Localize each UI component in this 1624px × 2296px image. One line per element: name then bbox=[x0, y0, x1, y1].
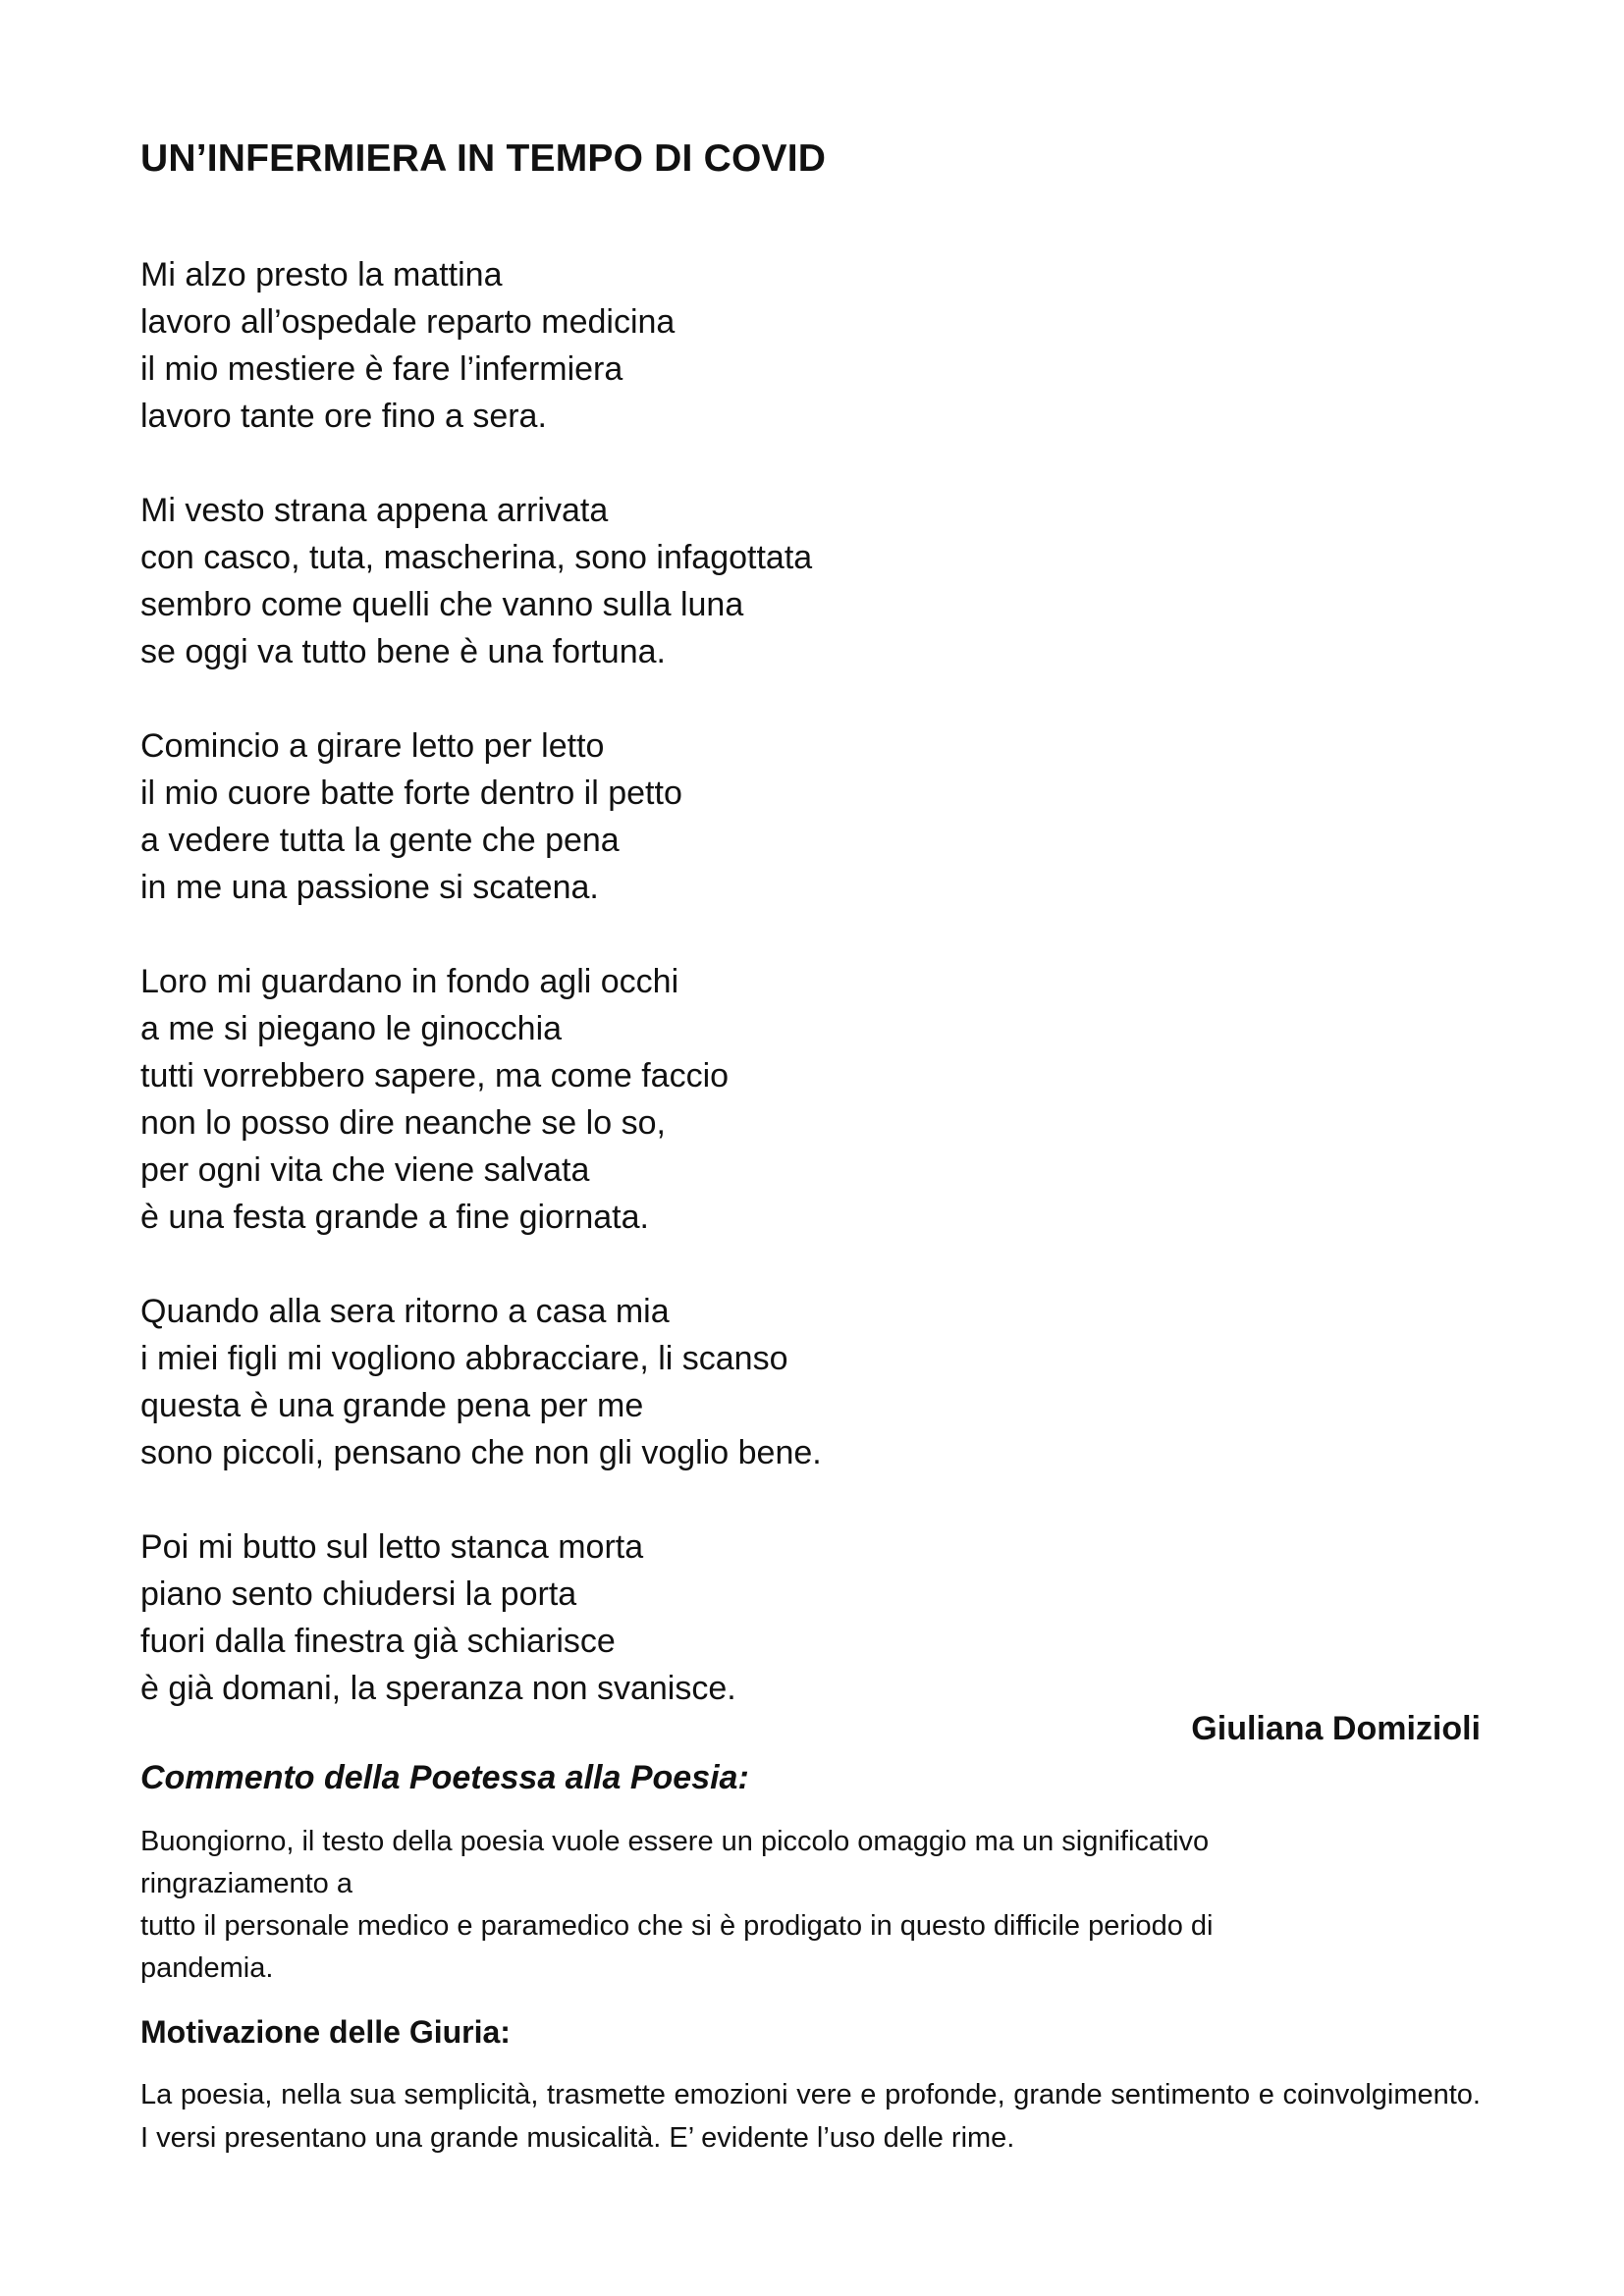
poem-line: a vedere tutta la gente che pena bbox=[140, 822, 620, 859]
poem-line: con casco, tuta, mascherina, sono infagottata bbox=[140, 539, 813, 576]
comment-text bbox=[140, 1821, 1481, 1990]
poem-line: lavoro all’ospedale reparto medicina bbox=[140, 303, 676, 341]
poem-line: Loro mi guardano in fondo agli occhi bbox=[140, 963, 679, 1000]
poem-line: piano sento chiudersi la porta bbox=[140, 1575, 577, 1613]
author-name: Giuliana Domizioli bbox=[1191, 1710, 1481, 1747]
document-page bbox=[140, 0, 1481, 2296]
poem-line: è una festa grande a fine giornata. bbox=[140, 1199, 649, 1236]
poem-line: fuori dalla finestra già schiarisce bbox=[140, 1623, 616, 1660]
poem-line: se oggi va tutto bene è una fortuna. bbox=[140, 633, 666, 670]
poem-line: Mi vesto strana appena arrivata bbox=[140, 492, 609, 529]
poem-line: per ogni vita che viene salvata bbox=[140, 1151, 590, 1189]
stanza bbox=[140, 251, 1319, 440]
comment-line: ringraziamento a bbox=[140, 1868, 352, 1899]
motivation-text: La poesia, nella sua semplicità, trasmette emozioni vere e profonde, grande sentimento e coinvolgimento. I versi presentano una grande musicalità. E’ evidente l’uso delle rime. bbox=[140, 2079, 1481, 2154]
poem-line: sono piccoli, pensano che non gli voglio bene. bbox=[140, 1434, 822, 1471]
poem-line: è già domani, la speranza non svanisce. bbox=[140, 1670, 736, 1707]
poem-line: non lo posso dire neanche se lo so, bbox=[140, 1104, 666, 1142]
poem-title: UN’INFERMIERA IN TEMPO DI COVID bbox=[140, 137, 827, 180]
stanza bbox=[140, 487, 1319, 675]
comment-line: tutto il personale medico e paramedico che si è prodigato in questo difficile periodo di bbox=[140, 1910, 1214, 1942]
poem-line: Mi alzo presto la mattina bbox=[140, 256, 503, 294]
stanza bbox=[140, 722, 1319, 911]
poem-line: in me una passione si scatena. bbox=[140, 869, 599, 906]
poem-body bbox=[140, 251, 1319, 1759]
poem-line: i miei figli mi vogliono abbracciare, li scanso bbox=[140, 1340, 788, 1377]
comment-heading: Commento della Poetessa alla Poesia: bbox=[140, 1759, 749, 1796]
stanza bbox=[140, 1523, 1319, 1712]
stanza bbox=[140, 958, 1319, 1241]
poem-line: Quando alla sera ritorno a casa mia bbox=[140, 1293, 670, 1330]
poem-line: Poi mi butto sul letto stanca morta bbox=[140, 1528, 644, 1566]
comment-line: Buongiorno, il testo della poesia vuole essere un piccolo omaggio ma un significativo bbox=[140, 1826, 1210, 1857]
poem-line: lavoro tante ore fino a sera. bbox=[140, 398, 547, 435]
motivation-heading: Motivazione delle Giuria: bbox=[140, 2014, 511, 2050]
poem-line: questa è una grande pena per me bbox=[140, 1387, 644, 1424]
poem-line: Comincio a girare letto per letto bbox=[140, 727, 605, 765]
stanza bbox=[140, 1288, 1319, 1476]
poem-line: il mio cuore batte forte dentro il petto bbox=[140, 774, 682, 812]
comment-line: pandemia. bbox=[140, 1952, 274, 1984]
poem-line: sembro come quelli che vanno sulla luna bbox=[140, 586, 744, 623]
poem-line: il mio mestiere è fare l’infermiera bbox=[140, 350, 623, 388]
poem-line: tutti vorrebbero sapere, ma come faccio bbox=[140, 1057, 730, 1095]
poem-line: a me si piegano le ginocchia bbox=[140, 1010, 563, 1047]
